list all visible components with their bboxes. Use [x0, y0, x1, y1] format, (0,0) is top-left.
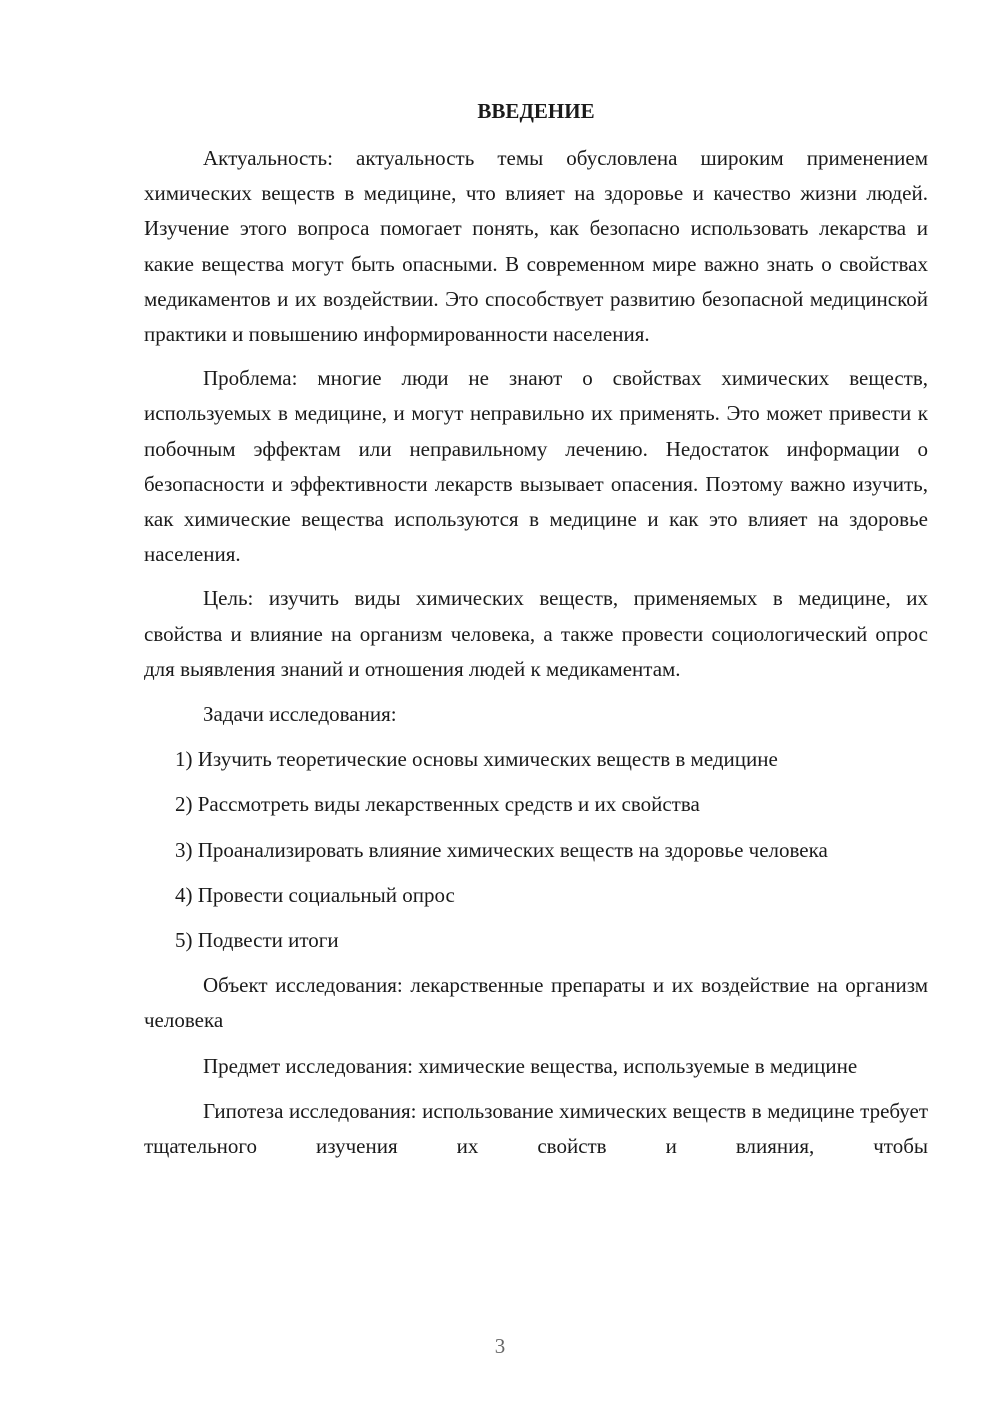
- page-title: ВВЕДЕНИЕ: [477, 99, 595, 123]
- tasks-list: [144, 742, 928, 958]
- paragraph-subject: Предмет исследования: химические вещества, используемые в медицине: [203, 1053, 858, 1078]
- task-item: 3) Проанализировать влияние химических веществ на здоровье человека: [175, 837, 828, 862]
- paragraph-hypothesis: Гипотеза исследования: использование химических веществ в медицине требует тщательного изучения их свойств и влияния, чтобы: [144, 1098, 928, 1159]
- task-item: 4) Провести социальный опрос: [175, 882, 455, 907]
- paragraph-object: Объект исследования: лекарственные препараты и их воздействие на организм человека: [144, 973, 928, 1033]
- tasks-heading: Задачи исследования:: [203, 702, 397, 727]
- page-number: 3: [494, 1334, 506, 1358]
- task-item: 5) Подвести итоги: [175, 928, 339, 953]
- document-page: [144, 96, 928, 1376]
- paragraph-relevance: Актуальность: актуальность темы обусловлена широким применением химических веществ в медицине, что влияет на здоровье и качество жизни людей. Изучение этого вопроса помогает понять, как безопасно использовать лекарства и какие вещества могут быть опасными. В современном мире важно знать о свойствах медикаментов и их воздействии. Это способствует развитию безопасной медицинской практики и повышению информированности населения.: [144, 146, 928, 347]
- paragraph-problem: Проблема: многие люди не знают о свойствах химических веществ, используемых в медицине, и могут неправильно их применять. Это может привести к побочным эффектам или неправильному лечению. Недостаток информации о безопасности и эффективности лекарств вызывает опасения. Поэтому важно изучить, как химические вещества используются в медицине и как это влияет на здоровье населения.: [144, 366, 928, 567]
- paragraph-goal: Цель: изучить виды химических веществ, применяемых в медицине, их свойства и влияние на организм человека, а также провести социологический опрос для выявления знаний и отношения людей к медикаментам.: [144, 586, 928, 681]
- task-item: 2) Рассмотреть виды лекарственных средств и их свойства: [175, 792, 700, 817]
- task-item: 1) Изучить теоретические основы химических веществ в медицине: [175, 747, 778, 772]
